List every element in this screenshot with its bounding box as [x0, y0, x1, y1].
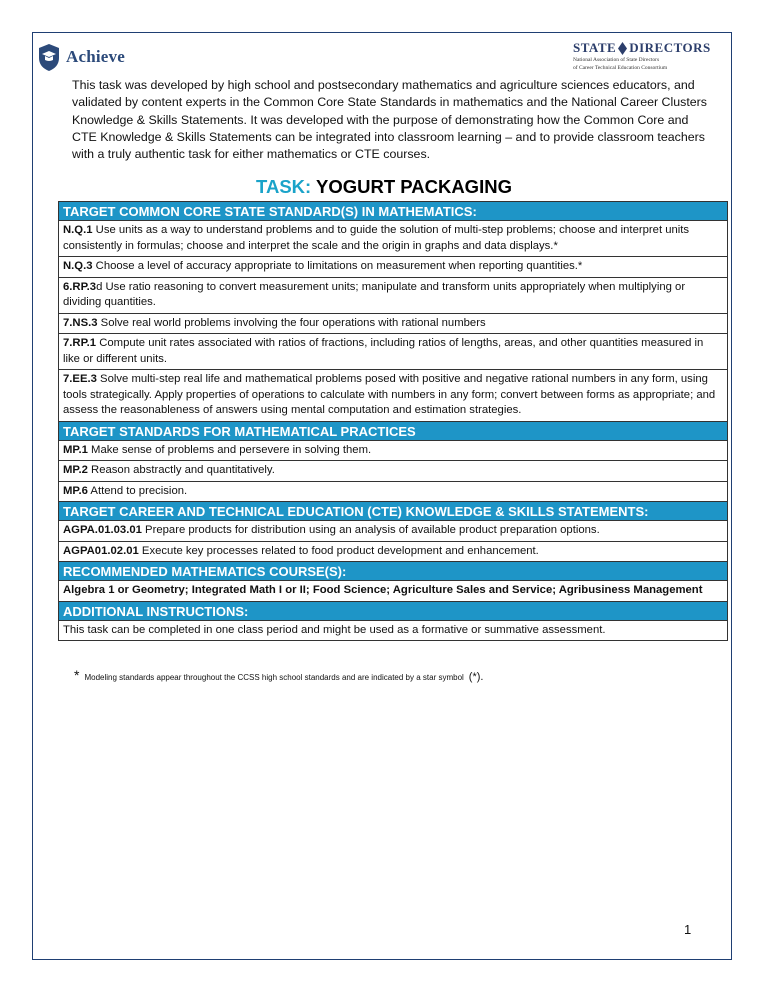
- standard-code: 6.RP.3: [63, 280, 97, 293]
- standard-row: [59, 278, 727, 314]
- practice-row: [59, 441, 727, 462]
- cte-text: Execute key processes related to food product development and enhancement.: [138, 544, 539, 557]
- standard-code: 7.EE.3: [63, 373, 97, 385]
- instructions-text: This task can be completed in one class period and might be used as a formative or summative assessment.: [63, 623, 606, 636]
- cte-text: Prepare products for distribution using an analysis of available product preparation options.: [141, 524, 600, 536]
- task-title: [0, 176, 768, 198]
- achieve-logo: [36, 42, 125, 72]
- practice-row: [59, 482, 727, 503]
- courses-text: Algebra 1 or Geometry; Integrated Math I or II; Food Science; Agriculture Sales and Service; Agribusiness Management: [63, 584, 703, 596]
- standard-code: 7.RP.1: [63, 337, 97, 349]
- standard-code: N.Q.3: [63, 260, 93, 272]
- standard-row: [59, 314, 727, 335]
- state-directors-logo-word-1: STATE: [573, 40, 617, 55]
- practice-text: Make sense of problems and persevere in solving them.: [87, 443, 372, 456]
- cte-code: AGPA01.02.01: [63, 544, 139, 557]
- standard-text: d Use ratio reasoning to convert measurement units; manipulate and transform units appropriately when multiplying or dividing quantities.: [63, 280, 686, 308]
- standard-text: Choose a level of accuracy appropriate to limitations on measurement when reporting quantities.*: [92, 260, 583, 272]
- practice-row: [59, 461, 727, 482]
- graduation-cap-shield-icon: [36, 42, 62, 72]
- practice-code: MP.6: [63, 484, 88, 497]
- page-number: 1: [684, 922, 692, 937]
- footnote-star-symbol: (*).: [468, 671, 484, 683]
- footnote: [74, 667, 484, 683]
- standard-text: Solve real world problems involving the four operations with rational numbers: [97, 316, 486, 329]
- state-directors-logo-word-2: DIRECTORS: [629, 40, 711, 55]
- achieve-logo-text: Achieve: [66, 47, 125, 66]
- practice-code: MP.2: [63, 464, 88, 476]
- standard-row: [59, 370, 727, 422]
- standard-row: [59, 221, 727, 257]
- section-header-courses: RECOMMENDED MATHEMATICS COURSE(S):: [59, 562, 727, 581]
- cte-code: AGPA.01.03.01: [63, 524, 142, 536]
- state-directors-logo: [573, 40, 723, 71]
- intro-paragraph: This task was developed by high school and postsecondary mathematics and agriculture sciences educators, and validated by content experts in the Common Core State Standards in mathematics and the National Career Clusters Knowledge & Skills Statements. It was developed with the purpose of demonstrating how the Common Core and CTE Knowledge & Skills Statements can be integrated into classroom learning – and to provide classroom teachers with a truly authentic task for either mathematics or CTE courses.: [72, 78, 708, 162]
- footnote-text: Modeling standards appear throughout the CCSS high school standards and are indicated by a star symbol: [84, 673, 464, 682]
- standard-code: 7.NS.3: [63, 316, 98, 329]
- standard-code: N.Q.1: [63, 224, 93, 236]
- section-header-cte: TARGET CAREER AND TECHNICAL EDUCATION (CTE) KNOWLEDGE & SKILLS STATEMENTS:: [59, 502, 727, 521]
- section-header-instructions: ADDITIONAL INSTRUCTIONS:: [59, 602, 727, 621]
- practice-code: MP.1: [63, 443, 88, 456]
- instructions-row: [59, 621, 727, 642]
- cte-row: [59, 542, 727, 563]
- standards-table: [58, 201, 728, 641]
- standard-text: Use units as a way to understand problems and to guide the solution of multi-step problems; choose and interpret units consistently in formulas; choose and interpret the scale and the origin in graphs and data displays.*: [63, 224, 690, 252]
- standard-text: Solve multi-step real life and mathematical problems posed with positive and negative rational numbers in any form, using tools strategically. Apply properties of operations to calculate with numbers in any form; convert between forms as appropriate; and assess the reasonableness of answers using mental computation and estimation strategies.: [63, 373, 716, 416]
- practice-text: Attend to precision.: [87, 484, 188, 497]
- state-directors-logo-subtitle-1: National Association of State Directors: [573, 57, 660, 63]
- state-directors-logo-subtitle-2: of Career Technical Education Consortium: [573, 64, 668, 71]
- standard-text: Compute unit rates associated with ratios of fractions, including ratios of lengths, areas, and other quantities measured in like or different units.: [63, 337, 704, 365]
- footnote-star: *: [74, 667, 80, 683]
- cte-row: [59, 521, 727, 542]
- standard-row: [59, 257, 727, 278]
- courses-row: [59, 581, 727, 602]
- task-title-prefix: TASK:: [256, 176, 312, 197]
- section-header-ccss: TARGET COMMON CORE STATE STANDARD(S) IN MATHEMATICS:: [59, 202, 727, 221]
- standard-row: [59, 334, 727, 370]
- task-title-name: YOGURT PACKAGING: [316, 176, 512, 197]
- practice-text: Reason abstractly and quantitatively.: [87, 464, 275, 476]
- diamond-icon: [618, 42, 627, 55]
- section-header-practices: TARGET STANDARDS FOR MATHEMATICAL PRACTICES: [59, 422, 727, 441]
